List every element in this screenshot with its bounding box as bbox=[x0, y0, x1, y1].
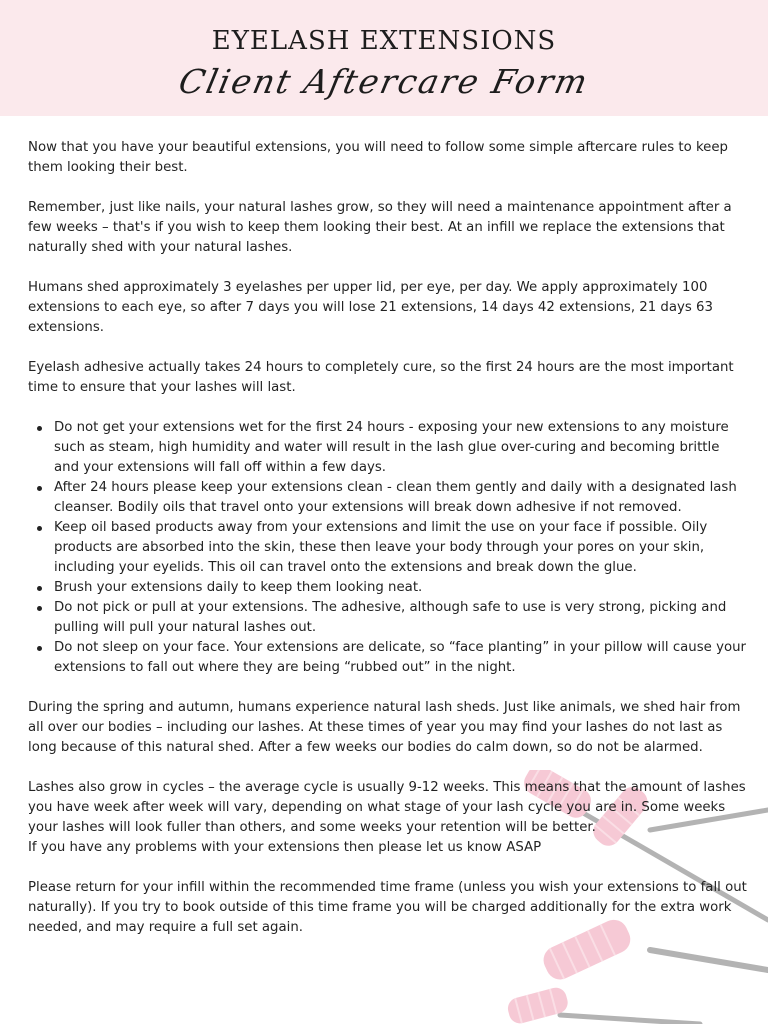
seasonal-shed-paragraph: During the spring and autumn, humans experience natural lash sheds. Just like animals, we shed hair from all over our bodies – including our lashes. At these times of year you may find your lashes do not last as long because of this natural shed. After a few weeks our bodies do calm down, so do not be alarmed. bbox=[28, 700, 741, 755]
adhesive-paragraph: Eyelash adhesive actually takes 24 hours to completely cure, so the first 24 hours are the most important time to ensure that your lashes will last. bbox=[28, 360, 734, 395]
shedding-rate-paragraph: Humans shed approximately 3 eyelashes per upper lid, per eye, per day. We apply approximately 100 extensions to each eye, so after 7 days you will lose 21 extensions, 14 days 42 extensions, 21 days 63 extensions. bbox=[28, 280, 713, 335]
page-subtitle: Client Aftercare Form bbox=[175, 62, 593, 101]
infill-paragraph: Please return for your infill within the recommended time frame (unless you wish your extensions to fall out naturally). If you try to book outside of this time frame you will be charged additionally for the extra work needed, and may require a full set again. bbox=[28, 880, 747, 935]
maintenance-paragraph: Remember, just like nails, your natural lashes grow, so they will need a maintenance appointment after a few weeks – that's if you wish to keep them looking their best. At an infill we replace the extensions that naturally shed with your natural lashes. bbox=[28, 200, 732, 255]
aftercare-content bbox=[28, 138, 748, 958]
rule-item: Brush your extensions daily to keep them looking neat. bbox=[28, 578, 748, 598]
lash-cycle-paragraph: Lashes also grow in cycles – the average cycle is usually 9-12 weeks. This means that the amount of lashes you have week after week will vary, depending on what stage of your lash cycle you are in. Some weeks your lashes will look fuller than others, and some weeks your retention will be better. bbox=[28, 780, 746, 835]
page-title: EYELASH EXTENSIONS bbox=[211, 26, 557, 56]
aftercare-rules-list bbox=[28, 418, 748, 678]
intro-paragraph: Now that you have your beautiful extensions, you will need to follow some simple aftercare rules to keep them looking their best. bbox=[28, 140, 728, 175]
rule-item: Do not get your extensions wet for the first 24 hours - exposing your new extensions to any moisture such as steam, high humidity and water will result in the lash glue over-curing and becoming brittle and your extensions will fall off within a few days. bbox=[28, 418, 748, 478]
problems-paragraph: If you have any problems with your extensions then please let us know ASAP bbox=[28, 840, 542, 855]
rule-item: Keep oil based products away from your extensions and limit the use on your face if possible. Oily products are absorbed into the skin, these then leave your body through your pores on your skin, including your eyelids. This oil can travel onto the extensions and break down the glue. bbox=[28, 518, 748, 578]
rule-item: After 24 hours please keep your extensions clean - clean them gently and daily with a designated lash cleanser. Bodily oils that travel onto your extensions will break down adhesive if not removed. bbox=[28, 478, 748, 518]
header-banner bbox=[0, 0, 768, 116]
rule-item: Do not pick or pull at your extensions. The adhesive, although safe to use is very strong, picking and pulling will pull your natural lashes out. bbox=[28, 598, 748, 638]
mascara-brush-4 bbox=[505, 985, 700, 1024]
rule-item: Do not sleep on your face. Your extensions are delicate, so “face planting” in your pillow will cause your extensions to fall out where they are being “rubbed out” in the night. bbox=[28, 638, 748, 678]
